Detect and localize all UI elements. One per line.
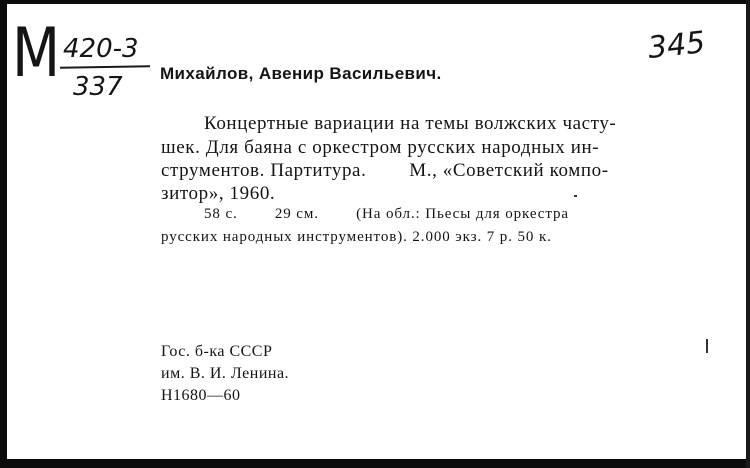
- handwritten-shelf-number-top: 420-3: [63, 34, 139, 64]
- description-line: русских народных инструментов). 2.000 экз. 7 р. 50 к.: [161, 229, 552, 245]
- library-stamp-line: Гос. б-ка СССР: [161, 343, 273, 360]
- title-line: струментов. Партитура. М., «Советский компо-: [161, 160, 609, 181]
- title-line: Концертные вариации на темы волжских часту-: [204, 113, 617, 134]
- handwritten-shelf-letter: M: [12, 14, 59, 93]
- handwritten-shelf-number-bottom: 337: [73, 72, 123, 102]
- scan-border-right: [746, 0, 750, 468]
- handwritten-corner-mark: 345: [646, 25, 707, 66]
- author-heading: Михайлов, Авенир Васильевич.: [160, 64, 442, 83]
- scan-border-left: [0, 0, 7, 468]
- handwritten-fraction-line: [60, 65, 150, 69]
- scan-speck: [574, 195, 577, 197]
- library-stamp-line: Н1680—60: [161, 387, 241, 404]
- scan-border-bottom: [0, 459, 750, 468]
- description-line: 58 с. 29 см. (На обл.: Пьесы для оркестра: [204, 206, 569, 222]
- title-line: шек. Для баяна с оркестром русских народных ин-: [161, 137, 600, 158]
- title-line: зитор», 1960.: [161, 183, 276, 204]
- scan-border-top: [0, 0, 750, 4]
- scan-speck: [706, 339, 708, 353]
- library-stamp-line: им. В. И. Ленина.: [161, 365, 290, 382]
